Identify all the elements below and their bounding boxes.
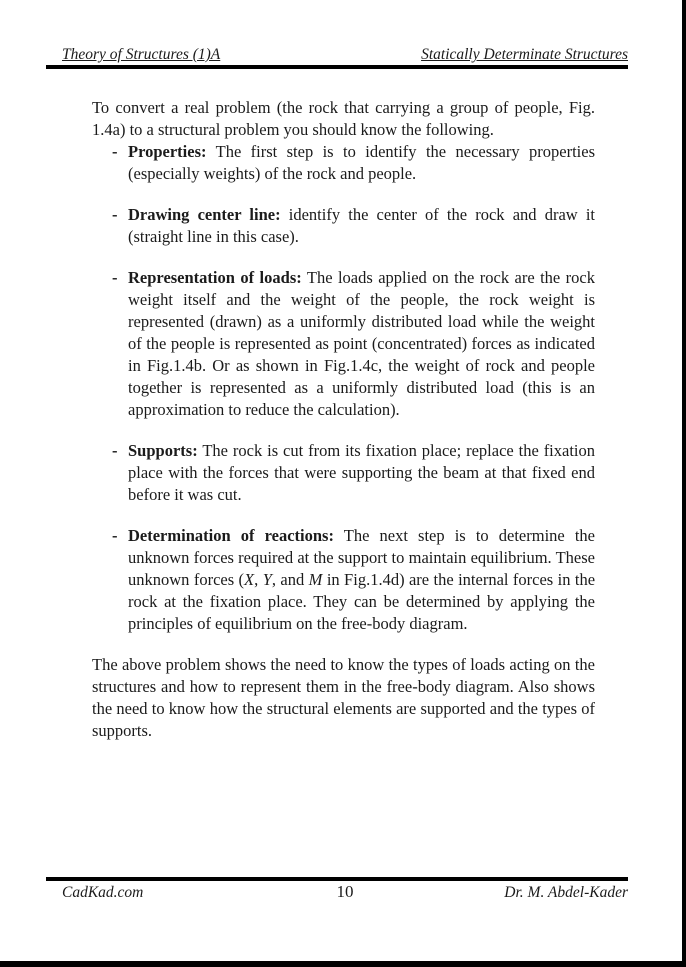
page-header (62, 45, 628, 64)
footer-site: CadKad.com (62, 884, 144, 901)
bullet-term: Drawing center line: (128, 205, 281, 224)
footer-author: Dr. M. Abdel-Kader (504, 884, 628, 901)
bullet-text: The first step is to identify the necessary properties (especially weights) of the rock and people. (128, 142, 595, 183)
bullet-item (92, 525, 595, 635)
bullet-term: Properties: (128, 142, 207, 161)
footer-rule (46, 877, 628, 881)
bullet-text: The rock is cut from its fixation place; replace the fixation place with the forces that were supporting the beam at that fixed end before it was cut. (128, 441, 596, 504)
bullet-dash: - (112, 142, 118, 161)
bullet-dash: - (112, 441, 118, 460)
scan-edge-bottom (0, 961, 686, 967)
variable-symbol: X (244, 570, 255, 589)
bullet-dash: - (112, 526, 118, 545)
bullet-list (92, 141, 595, 635)
bullet-term: Representation of loads: (128, 268, 302, 287)
bullet-item (92, 267, 595, 421)
page-footer (62, 882, 628, 906)
closing-paragraph: The above problem shows the need to know the types of loads acting on the structures and how to represent them in the free-body diagram. Also shows the need to know how the structural elements are supported and the types of supports. (92, 655, 595, 740)
header-course-title: Theory of Structures (1)A (62, 46, 221, 63)
bullet-term: Determination of reactions: (128, 526, 334, 545)
bullet-text: The loads applied on the rock are the rock weight itself and the weight of the people, the rock weight is represented (drawn) as a uniformly distributed load while the weight of the people is represented as point (concentrated) forces as indicated in Fig.1.4b. Or as shown in Fig.1.4c, the weight of rock and people together is represented as a uniformly distributed load (this is an approximation to reduce the calculation). (128, 268, 596, 419)
bullet-dash: - (112, 205, 118, 224)
bullet-text: in Fig.1.4d) are the internal forces in the rock at the fixation place. They can be determined by applying the principles of equilibrium on the free-body diagram. (128, 570, 596, 633)
bullet-text: , (254, 570, 263, 589)
bullet-text: The next step is to determine the unknown forces required at the support to maintain equilibrium. These unknown forces ( (128, 526, 596, 589)
variable-symbol: M (308, 570, 323, 589)
bullet-dash: - (112, 268, 118, 287)
header-rule (46, 65, 628, 69)
bullet-item (92, 141, 595, 185)
bullet-text: identify the center of the rock and draw it (straight line in this case). (128, 205, 596, 246)
bullet-text: , and (271, 570, 309, 589)
bullet-item (92, 440, 595, 506)
page-number: 10 (336, 882, 354, 901)
header-chapter-title: Statically Determinate Structures (421, 46, 628, 63)
variable-symbol: Y (262, 570, 272, 589)
intro-paragraph: To convert a real problem (the rock that carrying a group of people, Fig. 1.4a) to a structural problem you should know the following. (92, 98, 595, 139)
page-body (92, 97, 595, 742)
bullet-item (92, 204, 595, 248)
scan-edge-right (682, 0, 686, 967)
bullet-term: Supports: (128, 441, 198, 460)
